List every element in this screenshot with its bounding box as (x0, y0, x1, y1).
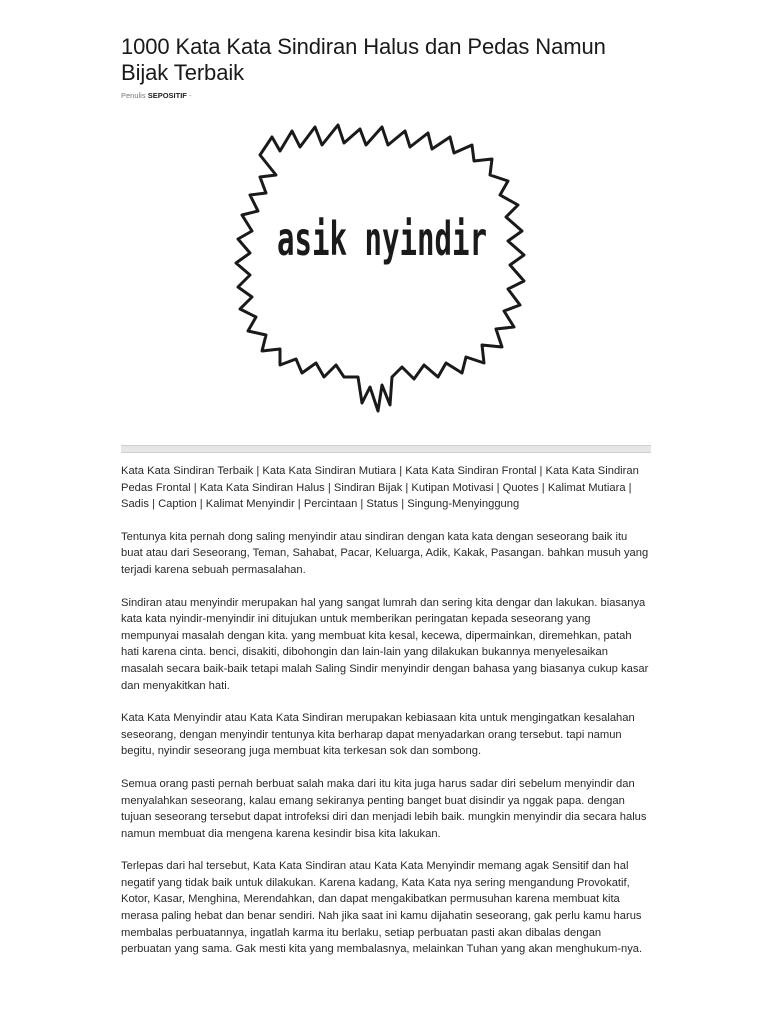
paragraph-5: Semua orang pasti pernah berbuat salah maka dari itu kita juga harus sadar diri sebelum menyindir dan menyalahkan seseorang, kalau emang sekiranya penting banget buat disindir ya nggak papa. dengan tujuan seseorang tersebut dapat introfeksi diri dan menjadi lebih baik. mungkin menyindir dia secara halus namun membuat dia mengena karena kesindir bisa kita lakukan. (121, 777, 647, 840)
author-link[interactable]: SEPOSITIF (147, 91, 187, 100)
speech-bubble-illustration (220, 115, 550, 425)
page-title: 1000 Kata Kata Sindiran Halus dan Pedas Namun Bijak Terbaik (121, 34, 606, 85)
paragraph-1: Kata Kata Sindiran Terbaik | Kata Kata Sindiran Mutiara | Kata Kata Sindiran Frontal | Kata Kata Sindiran Pedas Frontal | Kata Kata Sindiran Halus | Sindiran Bijak | Kutipan Motivasi | Quotes | Kalimat Mutiara | Sadis | Caption | Kalimat Menyindir | Percintaan | Status | Singung-Menyinggung (121, 465, 639, 511)
article-body (121, 463, 651, 958)
image-divider (121, 445, 651, 453)
paragraph-2: Tentunya kita pernah dong saling menyindir atau sindiran dengan kata kata dengan seseorang baik itu buat atau dari Seseorang, Teman, Sahabat, Pacar, Keluarga, Adik, Kakak, Pasangan. bahkan musuh yang terjadi karena sebuah permasalahan. (121, 530, 649, 576)
featured-image (121, 115, 649, 445)
paragraph-6: Terlepas dari hal tersebut, Kata Kata Sindiran atau Kata Kata Menyindir memang agak Sensitif dan hal negatif yang tidak baik untuk dilakukan. Karena kadang, Kata Kata nya sering mengandung Provokatif, Kotor, Kasar, Menghina, Merendahkan, dan dapat mengakibatkan permusuhan karena membuat kita merasa paling hebat dan benar sendiri. Nah jika saat ini kamu dijahatin seseorang, gak perlu kamu harus membalas perbuatannya, ingatlah karma itu berlaku, setiap perbuatan pasti akan dibalas dengan perbuatan yang sama. Gak mesti kita yang membalasnya, melainkan Tuhan yang akan menghukum-nya. (121, 860, 643, 956)
article (121, 34, 651, 974)
paragraph-3: Sindiran atau menyindir merupakan hal yang sangat lumrah dan sering kita dengar dan lakukan. biasanya kata kata nyindir-menyindir ini ditujukan untuk memberikan peringatan kepada seseorang yang mempunyai masalah dengan kita. yang membuat kita kesal, kecewa, dipermainkan, diremehkan, patah hati karena cinta. benci, disakiti, dibohongin dan lain-lain yang dilakukan bukannya menyelesaikan masalah secara baik-baik tetapi malah Saling Sindir menyindir dengan bahasa yang biasanya cukup kasar dan menyakitkan hati. (121, 596, 649, 692)
byline (121, 91, 651, 101)
paragraph-4: Kata Kata Menyindir atau Kata Kata Sindiran merupakan kebiasaan kita untuk mengingatkan kesalahan seseorang, dengan menyindir tentunya kita berharap dapat menyadarkan orang tersebut. tapi namun begitu, nyindir seseorang juga membuat kita terkesan sok dan sombong. (121, 712, 635, 758)
byline-prefix: Penulis (121, 91, 146, 100)
byline-suffix: - (188, 91, 192, 100)
speech-bubble-outline (236, 125, 524, 411)
bubble-lettering: asik nyindir (277, 212, 487, 266)
